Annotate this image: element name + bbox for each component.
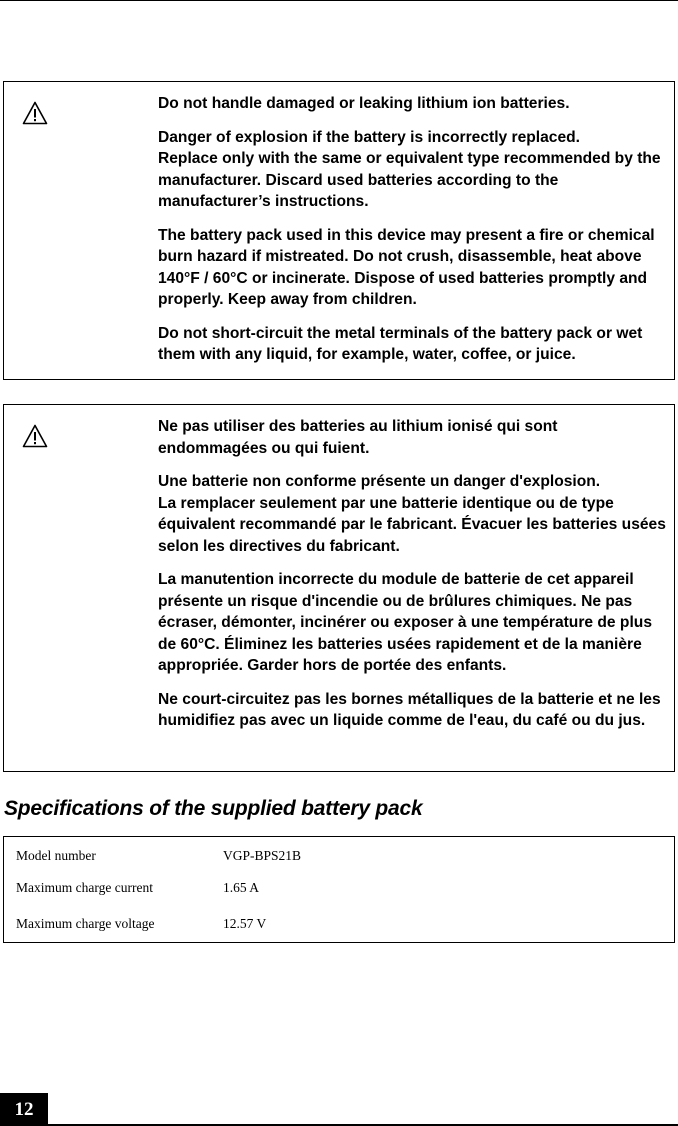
- warning-paragraph: Do not handle damaged or leaking lithium ion batteries.: [158, 95, 570, 112]
- warning-box-french: [3, 404, 675, 772]
- spec-value: 12.57 V: [223, 916, 267, 931]
- section-heading: Specifications of the supplied battery pack: [4, 797, 423, 820]
- spec-value: VGP-BPS21B: [223, 848, 302, 863]
- top-rule: [0, 0, 678, 1]
- warning-box-english: [3, 81, 675, 380]
- spec-value: 1.65 A: [223, 880, 260, 895]
- warning-paragraph: Danger of explosion if the battery is incorrectly replaced. Replace only with the same or equivalent type recommended by the manufacturer. Discard used batteries according to the manufacturer’s instructions.: [158, 128, 661, 210]
- spec-row: [4, 848, 674, 866]
- warning-triangle-icon: [22, 101, 48, 125]
- warning-paragraph: The battery pack used in this device may present a fire or chemical burn hazard if mistreated. Do not crush, disassemble, heat above 140°F / 60°C or incinerate. Dispose of used batteries promptly and properly. Keep away from children.: [158, 226, 655, 308]
- warning-paragraph: Ne pas utiliser des batteries au lithium ionisé qui sont endommagées ou qui fuient.: [158, 418, 558, 457]
- warning-paragraph: Do not short-circuit the metal terminals of the battery pack or wet them with any liquid, for example, water, coffee, or juice.: [158, 324, 643, 363]
- warning-text-english: [158, 93, 668, 366]
- spec-label: Maximum charge voltage: [16, 916, 155, 931]
- warning-paragraph: Ne court-circuitez pas les bornes métalliques de la batterie et ne les humidifiez pas avec un liquide comme de l'eau, du café ou du jus.: [158, 690, 661, 729]
- spec-table: [3, 836, 675, 943]
- spec-row: [4, 880, 674, 898]
- spec-label: Model number: [16, 848, 96, 863]
- warning-paragraph: Une batterie non conforme présente un danger d'explosion. La remplacer seulement par une batterie identique ou de type équivalent recommandé par le fabricant. Évacuer les batteries usées selon les directives du fabricant.: [158, 473, 666, 555]
- spec-label: Maximum charge current: [16, 880, 153, 895]
- warning-text-french: [158, 416, 668, 732]
- warning-paragraph: La manutention incorrecte du module de batterie de cet appareil présente un risque d'incendie ou de brûlures chimiques. Ne pas écraser, démonter, incinérer ou exposer à une température de plus de 60°C. Éliminez les batteries usées rapidement et de la manière appropriée. Garder hors de portée des enfants.: [158, 571, 652, 674]
- page-number: 12: [0, 1093, 48, 1126]
- spec-row: [4, 916, 674, 934]
- warning-triangle-icon: [22, 424, 48, 448]
